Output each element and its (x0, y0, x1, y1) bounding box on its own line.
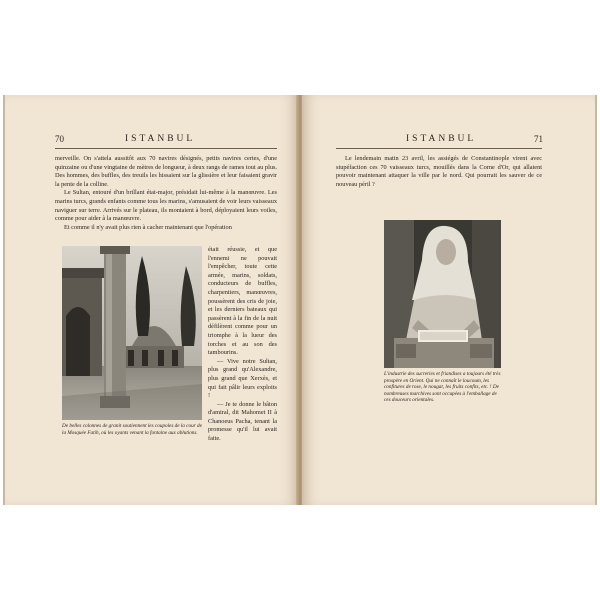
header-rule (336, 148, 542, 149)
body-text-left (55, 155, 277, 232)
left-page (3, 95, 298, 505)
sweets-photo-illustration (384, 220, 501, 368)
side-column-text (208, 246, 277, 444)
woman-packing-sweets-photo (384, 220, 501, 368)
mosque-courtyard-photo (62, 246, 202, 420)
right-page (302, 95, 597, 505)
paragraph: Le Sultan, entouré d'un brillant état-major, présidait lui-même à la manœuvre. Les marins turcs, grands enfants comme tous les marins, s'amusaient de voir leurs vaisseaux naviguer sur terre. Arrivés sur le plateau, ils montaient à bord, déployaient leurs voiles, comme pour aider à la manœuvre. (55, 189, 277, 223)
paragraph: Le lendemain matin 23 avril, les assiégés de Constantinople virent avec stupéfaction ces 70 vaisseaux turcs, mouillés dans la Corne d'Or, qui allaient pouvoir maintenant attaquer la ville par le nord. Qui pourrait les sauver de ce nouveau péril ? (336, 155, 542, 188)
page-number-right: 71 (534, 134, 543, 144)
open-book (0, 95, 600, 505)
paragraph: — Je te donne le bâton d'amiral, dit Mahomet II à Chanoeus Pacha, tenant la promesse qu'il lui avait faite. (208, 400, 277, 443)
photo-caption-left: De belles colonnes de granit soutiennent les coupoles de la cour de la Mosquée Fatih, où les oyants venant la fontaine aux ablutions. (62, 423, 202, 436)
page-number-left: 70 (55, 134, 64, 144)
running-header-right: ISTANBUL (406, 134, 477, 144)
running-header-left: ISTANBUL (125, 134, 196, 144)
paragraph: était réussie, et que l'ennemi ne pouvait l'empêcher, toute cette armée, marins, soldats, conducteurs de buffles, charpentiers, manœuvres, poussèrent des cris de joie, et les derniers bateaux qui passèrent à la fin de la nuit défilèrent comme pour un triomphe à la lueur des torches et au son des tambourins. (208, 246, 277, 357)
body-text-right (336, 155, 542, 189)
photo-caption-right: L'industrie des sucreries et friandises a toujours été très prospère en Orient. Qui ne connaît le loucoum, les confitures de rose, le nougat, les fruits confits, etc. ! De nombreuses marchives sont occupées à l'emballage de ces douceurs orientales. (384, 371, 501, 404)
mosque-photo-illustration (62, 246, 202, 420)
paragraph: merveille. On s'attela aussitôt aux 70 navires désignés, petits navires certes, d'une quinzaine ou d'une vingtaine de mètres de longueur, à deux rangs de rames tout au plus. Des hommes, des buffles, des treuils les hissaient sur la glissière et leur faisaient gravir la pente de la colline. (55, 155, 277, 188)
header-rule (55, 148, 277, 149)
paragraph: Et comme il n'y avait plus rien à cacher maintenant que l'opération (64, 223, 232, 231)
paragraph: — Vive notre Sultan, plus grand qu'Alexandre, plus grand que Xerxès, et qui fait pâlir leurs exploits ! (208, 357, 277, 400)
